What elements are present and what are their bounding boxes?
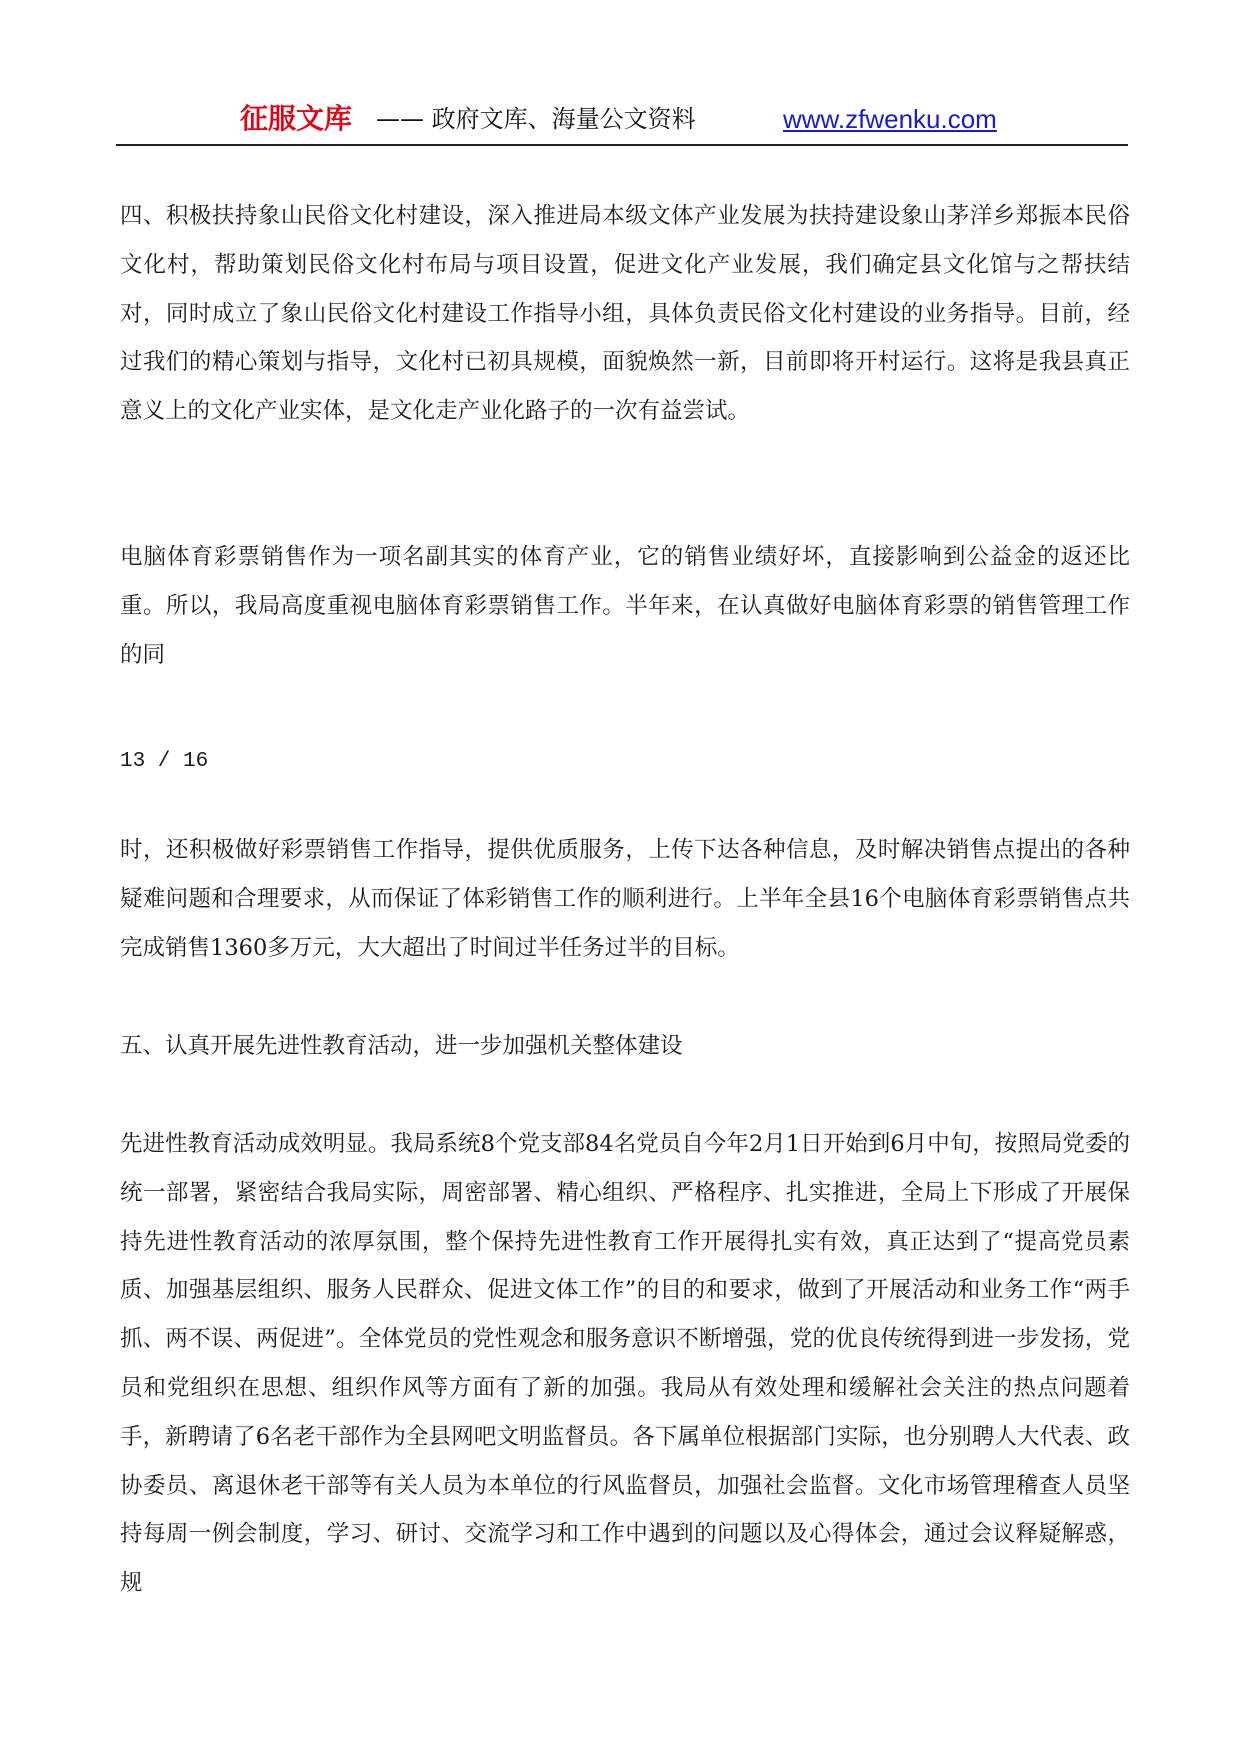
brand-logo-text: 征服文库 bbox=[240, 102, 353, 135]
header-tagline: —— 政府文库、海量公文资料 bbox=[376, 105, 696, 133]
paragraph: 电脑体育彩票销售作为一项名副其实的体育产业，它的销售业绩好坏，直接影响到公益金的返还比重。所以，我局高度重视电脑体育彩票销售工作。半年来，在认真做好电脑体育彩票的销售管理工作的同 bbox=[120, 544, 1130, 668]
page-header bbox=[0, 96, 1240, 142]
header-divider bbox=[116, 144, 1128, 146]
paragraph-lottery bbox=[120, 533, 1130, 679]
paragraph-lottery-continued bbox=[120, 826, 1130, 972]
section-heading-five bbox=[120, 1022, 1130, 1071]
section-heading: 五、认真开展先进性教育活动，进一步加强机关整体建设 bbox=[120, 1033, 683, 1059]
paragraph: 时，还积极做好彩票销售工作指导，提供优质服务，上传下达各种信息，及时解决销售点提出的各种疑难问题和合理要求，从而保证了体彩销售工作的顺利进行。上半年全县16个电脑体育彩票销售点共完成销售1360多万元，大大超出了时间过半任务过半的目标。 bbox=[120, 837, 1130, 961]
paragraph-section-four bbox=[120, 192, 1130, 436]
paragraph-education bbox=[120, 1120, 1130, 1608]
website-link[interactable]: www.zfwenku.com bbox=[783, 104, 997, 134]
paragraph: 四、积极扶持象山民俗文化村建设，深入推进局本级文体产业发展为扶持建设象山茅洋乡郑振本民俗文化村，帮助策划民俗文化村布局与项目设置，促进文化产业发展，我们确定县文化馆与之帮扶结对，同时成立了象山民俗文化村建设工作指导小组，具体负责民俗文化村建设的业务指导。目前，经过我们的精心策划与指导，文化村已初具规模，面貌焕然一新，目前即将开村运行。这将是我县真正意义上的文化产业实体，是文化走产业化路子的一次有益尝试。 bbox=[120, 203, 1130, 425]
page-number: 13 / 16 bbox=[120, 750, 209, 773]
paragraph: 先进性教育活动成效明显。我局系统8个党支部84名党员自今年2月1日开始到6月中旬，按照局党委的统一部署，紧密结合我局实际，周密部署、精心组织、严格程序、扎实推进，全局上下形成了开展保持先进性教育活动的浓厚氛围，整个保持先进性教育工作开展得扎实有效，真正达到了“提高党员素质、加强基层组织、服务人民群众、促进文体工作”的目的和要求，做到了开展活动和业务工作“两手抓、两不误、两促进”。全体党员的党性观念和服务意识不断增强，党的优良传统得到进一步发扬，党员和党组织在思想、组织作风等方面有了新的加强。我局从有效处理和缓解社会关注的热点问题着手，新聘请了6名老干部作为全县网吧文明监督员。各下属单位根据部门实际，也分别聘人大代表、政协委员、离退休老干部等有关人员为本单位的行风监督员，加强社会监督。文化市场管理稽查人员坚持每周一例会制度，学习、研讨、交流学习和工作中遇到的问题以及心得体会，通过会议释疑解惑，规 bbox=[120, 1131, 1130, 1597]
